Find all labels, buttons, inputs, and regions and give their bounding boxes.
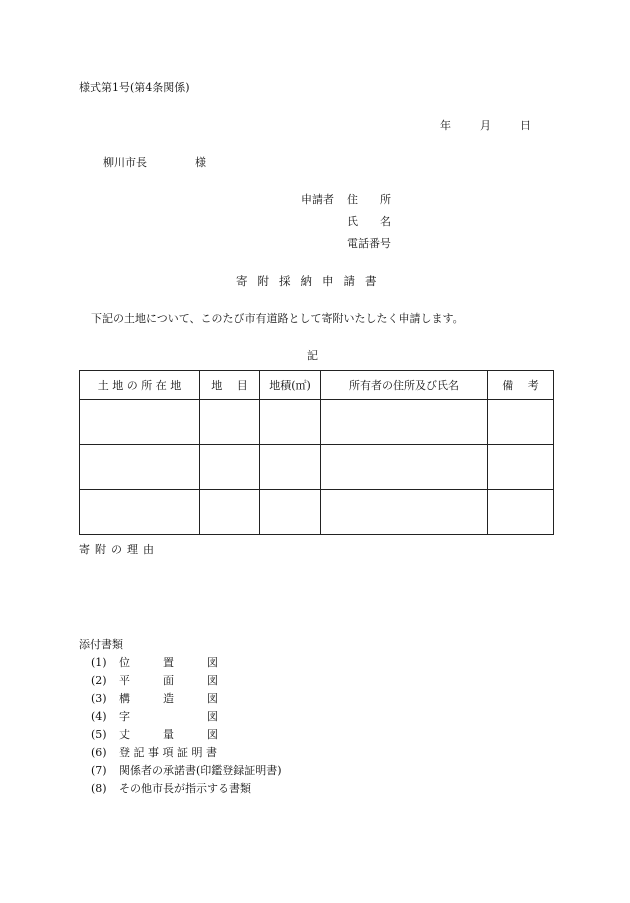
- attachment-number: (5): [91, 728, 107, 741]
- attachment-number: (6): [91, 746, 107, 759]
- header-area: 地積(㎡): [260, 371, 321, 400]
- table-cell[interactable]: [488, 490, 554, 535]
- table-row: [80, 400, 554, 445]
- attachment-label: 位 置 図: [119, 656, 218, 669]
- addressee-honorific: 様: [195, 156, 206, 169]
- table-row: [80, 490, 554, 535]
- attachment-item: [91, 692, 218, 706]
- attachments-heading: 添付書類: [79, 638, 123, 651]
- attachment-label: 字 図: [119, 710, 218, 723]
- header-remarks: 備 考: [488, 371, 554, 400]
- attachment-number: (7): [91, 764, 107, 777]
- attachment-number: (2): [91, 674, 107, 687]
- applicant-address-label: 住 所: [347, 193, 391, 206]
- attachment-label: その他市長が指示する書類: [119, 782, 251, 795]
- attachment-label: 関係者の承諾書(印鑑登録証明書): [119, 764, 282, 777]
- header-owner: 所有者の住所及び氏名: [321, 371, 488, 400]
- header-land-category: 地 目: [200, 371, 260, 400]
- table-cell[interactable]: [488, 445, 554, 490]
- addressee: [103, 156, 206, 170]
- table-row: [80, 445, 554, 490]
- attachment-item: [91, 728, 218, 742]
- attachment-item: [91, 656, 218, 670]
- attachment-item: [91, 710, 218, 724]
- table-cell[interactable]: [200, 445, 260, 490]
- attachment-number: (3): [91, 692, 107, 705]
- attachment-label: 丈 量 図: [119, 728, 218, 741]
- table-header-row: [80, 371, 554, 400]
- table-cell[interactable]: [200, 400, 260, 445]
- land-table: [79, 370, 554, 535]
- applicant-label: 申請者: [301, 193, 334, 206]
- table-cell[interactable]: [260, 445, 321, 490]
- intro-text: 下記の土地について、このたび市有道路として寄附いたしたく申請します。: [91, 312, 464, 325]
- table-cell[interactable]: [80, 490, 200, 535]
- attachment-label: 登 記 事 項 証 明 書: [119, 746, 217, 759]
- attachment-label: 平 面 図: [119, 674, 218, 687]
- table-cell[interactable]: [200, 490, 260, 535]
- date-line: [440, 119, 531, 133]
- attachment-label: 構 造 図: [119, 692, 218, 705]
- table-cell[interactable]: [488, 400, 554, 445]
- table-cell[interactable]: [80, 445, 200, 490]
- reason-label: 寄附の理由: [79, 543, 159, 556]
- addressee-name: 柳川市長: [103, 156, 147, 169]
- document-title: 寄附採納申請書: [236, 274, 387, 288]
- attachment-item: [91, 674, 218, 688]
- table-cell[interactable]: [260, 490, 321, 535]
- date-year: 年: [440, 119, 451, 132]
- form-number: 様式第1号(第4条関係): [79, 81, 190, 94]
- table-cell[interactable]: [321, 490, 488, 535]
- ki-heading: 記: [307, 349, 318, 362]
- date-day: 日: [520, 119, 531, 132]
- applicant-name-label: 氏 名: [347, 215, 391, 228]
- attachment-number: (8): [91, 782, 107, 795]
- table-cell[interactable]: [80, 400, 200, 445]
- attachment-item: [91, 782, 251, 796]
- table-cell[interactable]: [321, 445, 488, 490]
- table-cell[interactable]: [321, 400, 488, 445]
- attachment-number: (1): [91, 656, 107, 669]
- attachment-number: (4): [91, 710, 107, 723]
- header-location: 土 地 の 所 在 地: [80, 371, 200, 400]
- attachment-item: [91, 764, 282, 778]
- date-month: 月: [480, 119, 491, 132]
- attachment-item: [91, 746, 217, 760]
- table-cell[interactable]: [260, 400, 321, 445]
- applicant-phone-label: 電話番号: [347, 237, 391, 250]
